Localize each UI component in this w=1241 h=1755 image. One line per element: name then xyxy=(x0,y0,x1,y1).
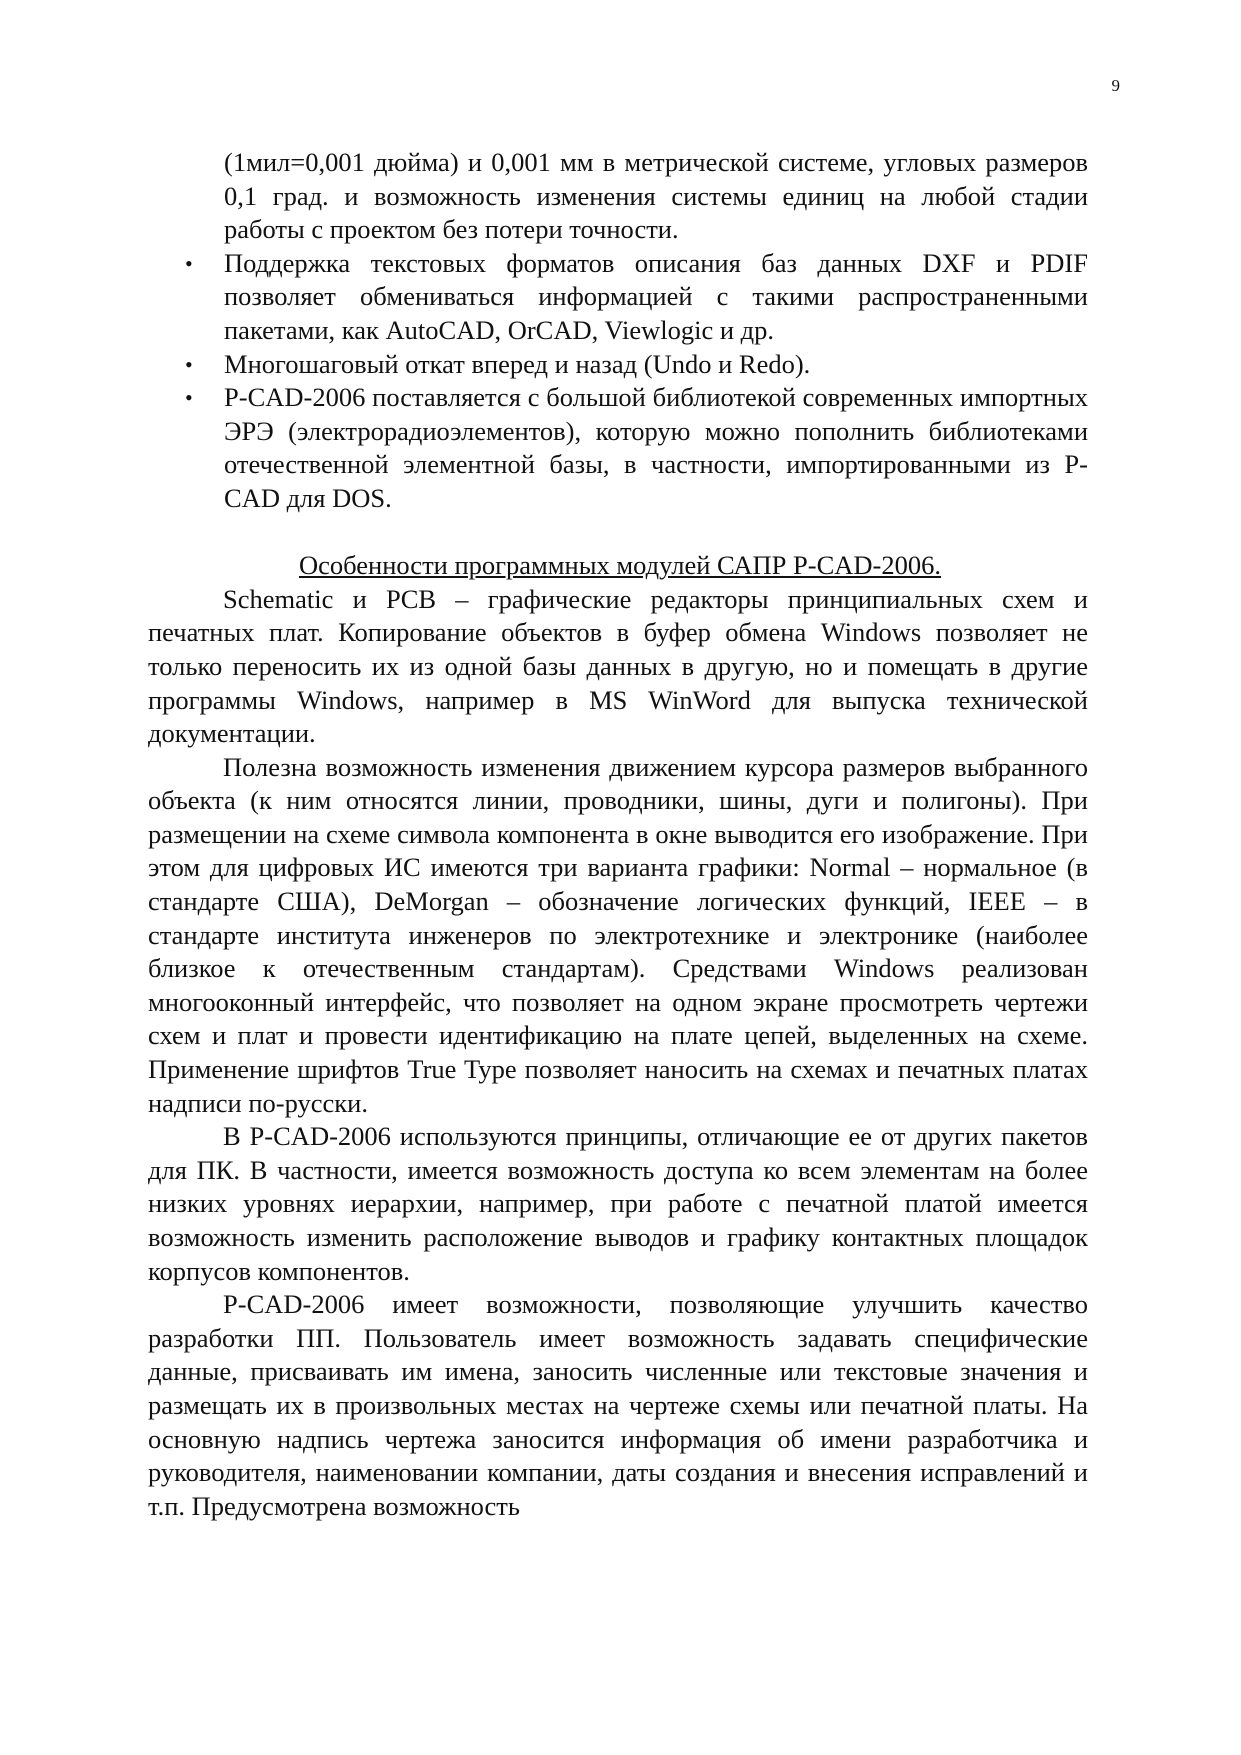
paragraph-resize-objects: Полезна возможность изменения движением курсора размеров выбранного объекта (к ним относятся линии, проводники, шины, дуги и полигоны). При размещении на схеме символа компонента в окне выводится его изображение. При этом для цифровых ИС имеются три варианта графики: Normal – нормальное (в стандарте США), DeMorgan – обозначение логических функций, IEEE – в стандарте института инженеров по электротехнике и электронике (наиболее близкое к отечественным стандартам). Средствами Windows реализован многооконный интерфейс, что позволяет на одном экране просмотреть чертежи схем и плат и провести идентификацию на плате цепей, выделенных на схеме. Применение шрифтов True Type позволяет наносить на схемах и печатных платах надписи по-русски. xyxy=(148,751,1088,1118)
paragraph-quality: P-CAD-2006 имеет возможности, позволяющие улучшить качество разработки ПП. Пользователь имеет возможность задавать специфические данные, присваивать им имена, заносить численные или текстовые значения и размещать их в произвольных местах на чертеже схемы или печатной платы. На основную надпись чертежа заносится информация об имени разработчика и руководителя, наименовании компании, даты создания и внесения исправлений и т.п. Предусмотрена возможность xyxy=(148,1289,1088,1521)
bullet-item-library xyxy=(148,381,1088,515)
bullet-item-undo-redo xyxy=(148,348,1088,382)
bullet-item-dxf-pdif xyxy=(148,247,1088,348)
feature-bullet-list xyxy=(148,247,1088,516)
paragraph-schematic-pcb: Schematic и PCB – графические редакторы принципиальных схем и печатных плат. Копирование объектов в буфер обмена Windows позволяет не только переносить их из одной базы данных в другую, но и помещать в другие программы Windows, например в MS WinWord для выпуска технической документации. xyxy=(148,583,1088,749)
section-heading: Особенности программных модулей САПР P-CAD-2006. xyxy=(298,550,941,581)
bullet-icon: • xyxy=(185,351,193,377)
bullet-icon: • xyxy=(185,250,193,276)
bullet-text: P-CAD-2006 поставляется с большой библиотекой современных импортных ЭРЭ (электрорадиоэлементов), которую можно пополнить библиотеками отечественной элементной базы, в частности, импортированными из P-CAD для DOS. xyxy=(224,382,1088,513)
bullet-text: Многошаговый откат вперед и назад (Undo и Redo). xyxy=(224,348,811,379)
bullet-text: Поддержка текстовых форматов описания баз данных DXF и PDIF позволяет обмениваться информацией с такими распространенными пакетами, как AutoCAD, OrCAD, Viewlogic и др. xyxy=(224,247,1088,345)
continuation-paragraph: (1мил=0,001 дюйма) и 0,001 мм в метрической системе, угловых размеров 0,1 град. и возможность изменения системы единиц на любой стадии работы с проектом без потери точности. xyxy=(224,147,1088,245)
spacer xyxy=(148,516,1088,550)
page-number: 9 xyxy=(1111,76,1120,95)
bullet-icon: • xyxy=(185,385,193,411)
paragraph-principles: В P-CAD-2006 используются принципы, отличающие ее от других пакетов для ПК. В частности, имеется возможность доступа ко всем элементам на более низких уровнях иерархии, например, при работе с печатной платой имеется возможность изменить расположение выводов и графику контактных площадок корпусов компонентов. xyxy=(148,1121,1088,1286)
page-body xyxy=(148,146,1088,1523)
